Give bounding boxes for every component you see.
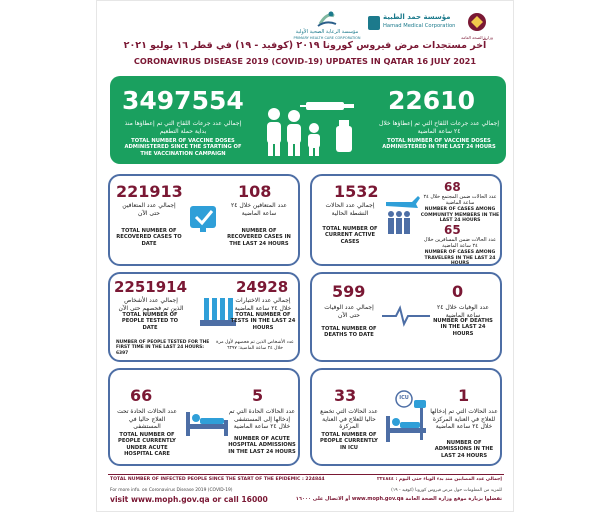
infographic-poster — [96, 0, 514, 512]
icu-current-number: 33 — [334, 386, 357, 405]
hospital-current-label-ar: عدد الحالات الحادة تحت العلاج حاليا في المستشفى — [117, 408, 177, 430]
recovered-card — [108, 174, 300, 266]
hospital-admissions-label-en: NUMBER OF ACUTE HOSPITAL ADMISSIONS IN THE LAST 24 HOURS — [228, 436, 296, 455]
deaths-last24-label-en: NUMBER OF DEATHS IN THE LAST 24 HOURS — [433, 318, 493, 337]
deaths-total-label-ar: إجمالي عدد الوفيات حتى الآن — [324, 304, 374, 319]
vaccine-last24-label-en: TOTAL NUMBER OF VACCINE DOSES ADMINISTERED IN THE LAST 24 HOURS — [382, 138, 496, 151]
recovered-check-icon — [186, 200, 222, 236]
recovered-last24-label-ar: عدد المتعافين خلال ٢٤ ساعة الماضية — [231, 202, 287, 217]
hmc-name-ar: مؤسسة حمد الطبية — [383, 13, 451, 21]
active-cases-card — [310, 174, 502, 266]
active-total-number: 1532 — [334, 182, 379, 201]
phcc-emblem-icon — [316, 10, 338, 28]
vaccine-total-label-ar: إجمالي عدد جرعات اللقاح التي تم إعطاؤها منذ بداية حملة التطعيم — [124, 120, 242, 135]
phcc-name-ar: مؤسسة الرعاية الصحية الأولية — [295, 29, 359, 35]
tested-total-label-ar: إجمالي عدد الأشخاص الذين تم فحصهم حتى الآن — [118, 297, 184, 312]
vaccine-family-icon — [260, 86, 364, 160]
active-travelers-number: 65 — [444, 223, 461, 237]
infected-total-ar: إجمالي عدد المصابين منذ بدء الوباء حتى اليوم : ٢٢٤٨٤٤ — [377, 477, 502, 482]
active-community-number: 68 — [444, 180, 461, 194]
recovered-total-number: 221913 — [116, 182, 183, 201]
icu-current-label-en: TOTAL NUMBER OF PEOPLE CURRENTLY IN ICU — [320, 432, 378, 451]
icu-admissions-label-ar: عدد الحالات التي تم إدخالها للعلاج في العناية المركزة خلال ٢٤ ساعة الماضية — [430, 408, 498, 430]
recovered-last24-number: 108 — [238, 182, 272, 201]
deaths-last24-number: 0 — [452, 282, 464, 301]
active-community-label-en: NUMBER OF CASES AMONG COMMUNITY MEMBERS IN THE LAST 24 HOURS — [420, 207, 500, 224]
heartbeat-line-icon — [382, 304, 430, 328]
hospital-admissions-label-ar: عدد الحالات الحادة التي تم إدخالها إلى المستشفى خلال ٢٤ ساعة الماضية — [228, 408, 296, 430]
moph-logo — [461, 12, 493, 40]
tests-card — [108, 272, 300, 362]
hmc-logo — [368, 13, 456, 38]
more-info-en: For more info. on Coronavirus Disease 2019 (COVID-19) — [110, 488, 233, 493]
icu-admissions-label-en: NUMBER OF ADMISSIONS IN THE LAST 24 HOURS — [434, 440, 494, 459]
icu-sign-label: ICU — [399, 395, 409, 401]
vaccine-total-number: 3497554 — [122, 86, 244, 115]
vaccine-last24-label-ar: إجمالي عدد جرعات اللقاح التي تم إعطاؤها خلال ٢٤ ساعة الماضية — [378, 120, 500, 135]
active-total-label-ar: إجمالي عدد الحالات النشطة الحالية — [325, 202, 375, 217]
vaccine-last24-number: 22610 — [388, 86, 475, 115]
hmc-name-en: Hamad Medical Corporation — [383, 23, 456, 29]
recovered-last24-label-en: NUMBER OF RECOVERED CASES IN THE LAST 24 HOURS — [227, 228, 291, 247]
active-travelers-label-en: NUMBER OF CASES AMONG TRAVELERS IN THE LAST 24 HOURS — [424, 250, 496, 267]
active-travelers-label-ar: عدد الحالات ضمن المسافرين خلال ٢٤ ساعة الماضية — [423, 237, 497, 249]
active-community-label-ar: عدد الحالات ضمن المجتمع خلال ٢٤ ساعة الماضية — [423, 194, 497, 206]
tested-first-time-label-ar: عدد الأشخاص الذين تم فحصهم لأول مرة خلال ٢٤ ساعة الماضية: ٦٣٩٧ — [216, 340, 294, 351]
hospital-current-number: 66 — [130, 386, 153, 405]
active-total-label-en: TOTAL NUMBER OF CURRENT ACTIVE CASES — [322, 226, 378, 245]
tested-total-number: 2251914 — [114, 278, 188, 296]
vaccine-panel — [110, 76, 506, 164]
title-english: CORONAVIRUS DISEASE 2019 (COVID-19) UPDATES IN QATAR 16 JULY 2021 — [133, 56, 477, 66]
icu-admissions-number: 1 — [458, 386, 470, 405]
website-ar: تفضلوا بزيارة موقع وزارة الصحة العامة www.moph.gov.qa أو الاتصال على ١٦٠٠٠ — [295, 496, 502, 502]
hospital-card — [108, 368, 300, 466]
hospital-admissions-number: 5 — [252, 386, 264, 405]
recovered-total-label-ar: إجمالي عدد المتعافين حتى الآن — [122, 202, 176, 217]
deaths-last24-label-ar: عدد الوفيات خلال ٢٤ ساعة الماضية — [437, 304, 489, 319]
tested-last24-number: 24928 — [236, 278, 289, 296]
tested-last24-label-ar: إجمالي عدد الاختبارات خلال ٢٤ ساعة الماضية — [234, 297, 292, 312]
deaths-total-number: 599 — [332, 282, 366, 301]
tested-last24-label-en: TOTAL NUMBER OF TESTS IN THE LAST 24 HOURS — [230, 312, 296, 331]
tested-first-time-label-en: NUMBER OF PEOPLE TESTED FOR THE FIRST TIME IN THE LAST 24 HOURS: 6397 — [116, 340, 210, 356]
deaths-total-label-en: TOTAL NUMBER OF DEATHS TO DATE — [321, 326, 377, 339]
moph-name-ar: وزارة الصحة العامة — [461, 35, 493, 40]
recovered-total-label-en: TOTAL NUMBER OF RECOVERED CASES TO DATE — [116, 228, 182, 247]
vaccine-total-label-en: TOTAL NUMBER OF VACCINE DOSES ADMINISTERED SINCE THE STARTING OF THE VACCINATION CAMPAIGN — [124, 138, 242, 157]
plane-travelers-icon — [382, 192, 422, 244]
icu-current-label-ar: عدد الحالات التي تخضع حاليا للعلاج في العناية المركزة — [320, 408, 378, 430]
website-en: visit www.moph.gov.qa or call 16000 — [110, 495, 268, 504]
more-info-ar: للمزيد من المعلومات حول مرض فيروس كورونا (كوفيد - ١٩) — [391, 488, 502, 493]
phcc-name-en: PRIMARY HEALTH CARE CORPORATION — [293, 36, 361, 40]
deaths-card — [310, 272, 502, 362]
icu-card — [310, 368, 502, 466]
tested-total-label-en: TOTAL NUMBER OF PEOPLE TESTED TO DATE — [121, 312, 179, 331]
infected-total-en: TOTAL NUMBER OF INFECTED PEOPLE SINCE THE START OF THE EPIDEMIC : 224844 — [110, 477, 325, 482]
hospital-current-label-en: TOTAL NUMBER OF PEOPLE CURRENTLY UNDER ACUTE HOSPITAL CARE — [118, 432, 176, 458]
phcc-logo — [286, 10, 368, 40]
title-arabic: آخر مستجدات مرض فيروس كورونا ٢٠١٩ (كوفيد - ١٩) في قطر ١٦ يوليو ٢٠٢١ — [123, 40, 487, 51]
hmc-emblem-icon — [368, 16, 380, 30]
moph-emblem-icon — [464, 12, 490, 34]
logo-bar — [96, 6, 514, 38]
hospital-bed-icon — [184, 406, 230, 438]
footer-divider — [108, 474, 504, 475]
